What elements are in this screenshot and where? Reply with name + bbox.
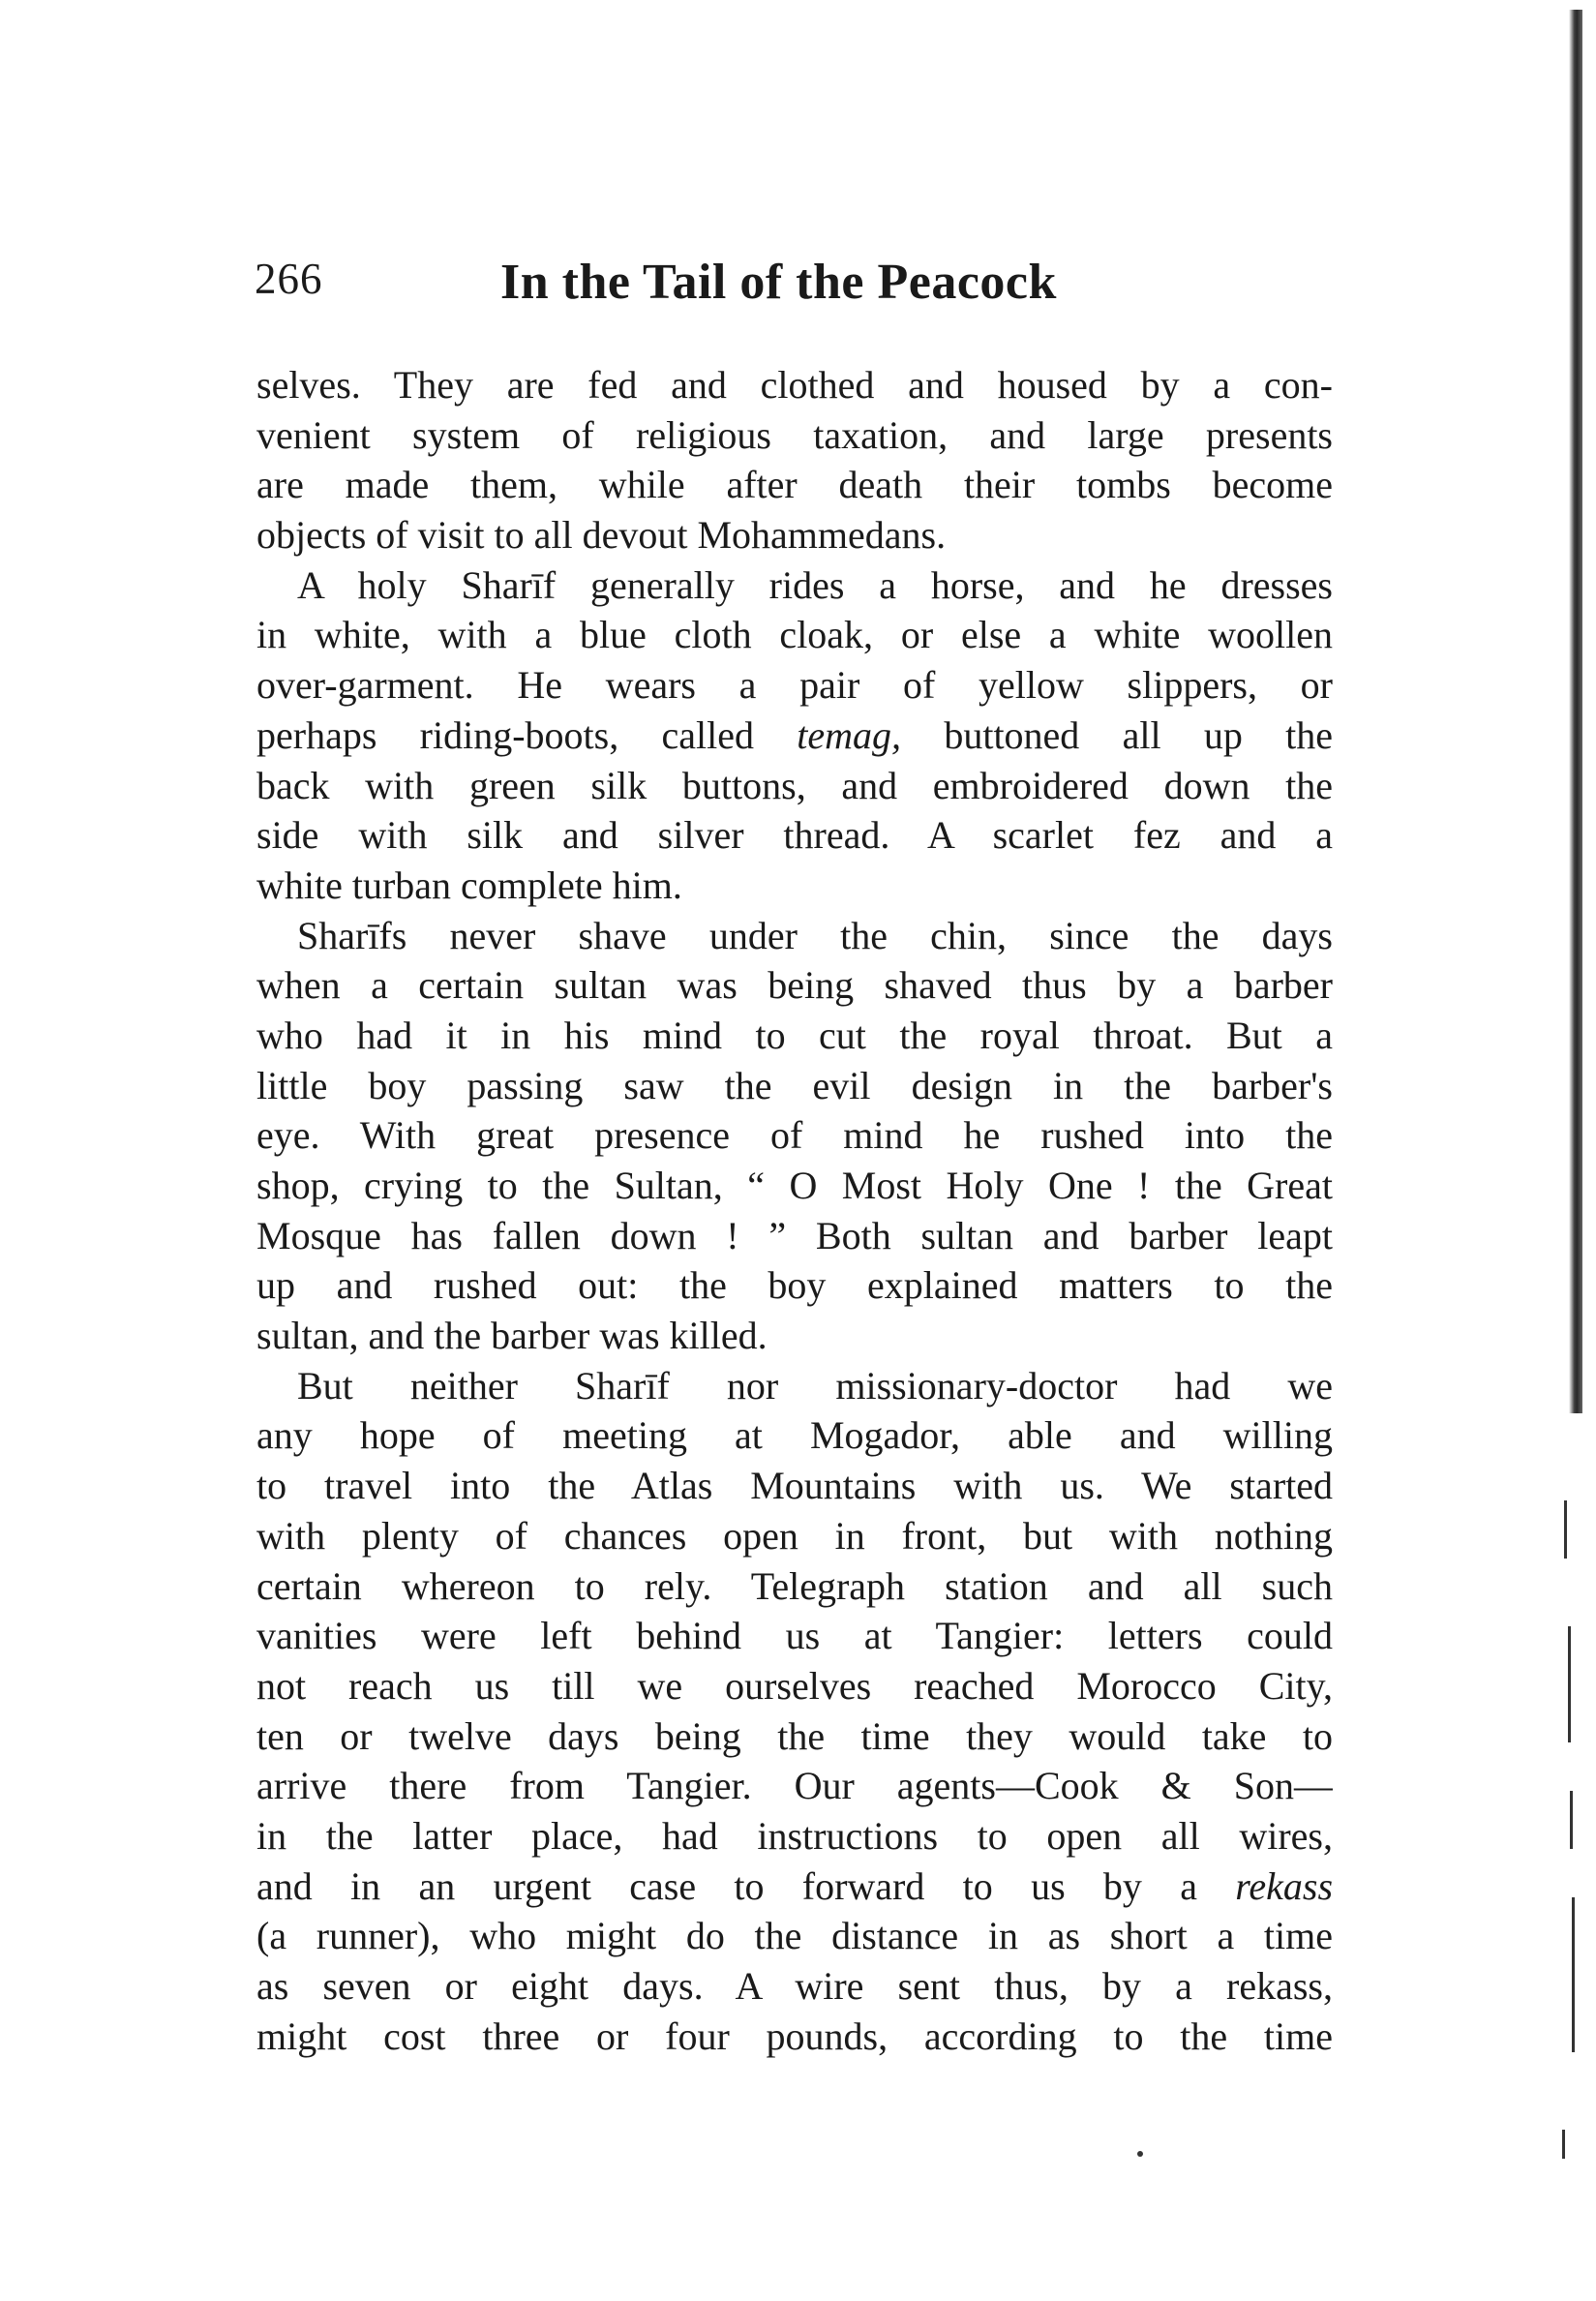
paragraph-4 (256, 1361, 1333, 2062)
paragraph-3 (256, 911, 1333, 1361)
body-text (256, 360, 1333, 2061)
running-title: In the Tail of the Peacock (500, 255, 1057, 310)
text-line: any hope of meeting at Mogador, able and willing (256, 1413, 1333, 1458)
text-line: selves. They are fed and clothed and housed by a con- (256, 363, 1333, 407)
text-line: venient system of religious taxation, and large presents (256, 412, 1333, 457)
text-line: in white, with a blue cloth cloak, or else a white woollen (256, 613, 1333, 657)
page-speck (1137, 2151, 1143, 2157)
text-line: arrive there from Tangier. Our agents—Cook & Son— (256, 1764, 1333, 1808)
text-line: white turban complete him. (256, 863, 682, 907)
text-line: little boy passing saw the evil design in the barber's (256, 1063, 1333, 1107)
text-line: vanities were left behind us at Tangier: letters could (256, 1614, 1333, 1658)
binding-mark (1564, 1500, 1567, 1559)
text-line: to travel into the Atlas Mountains with us. We started (256, 1464, 1333, 1508)
binding-edge (1569, 10, 1582, 1413)
text-line: eye. With great presence of mind he rushed into the (256, 1113, 1333, 1158)
text-line: Mosque has fallen down ! ” Both sultan and barber leapt (256, 1213, 1333, 1257)
text-line: might cost three or four pounds, according to the time (256, 2013, 1333, 2058)
text-line: over-garment. He wears a pair of yellow slippers, or (256, 663, 1333, 708)
text-line: when a certain sultan was being shaved thus by a barber (256, 963, 1333, 1008)
page-binding-shadow (1557, 0, 1596, 2301)
text-line: Sharīfs never shave under the chin, since the days (297, 913, 1333, 957)
text-line: back with green silk buttons, and embroidered down the (256, 763, 1333, 807)
text-line: certain whereon to rely. Telegraph station and all such (256, 1563, 1333, 1608)
text-line: not reach us till we ourselves reached Morocco City, (256, 1663, 1333, 1708)
page-number: 266 (255, 255, 323, 303)
binding-mark (1570, 1791, 1573, 1849)
binding-mark (1572, 1897, 1575, 2052)
text-line: are made them, while after death their tombs become (256, 463, 1333, 507)
italic-term: temag, (797, 712, 902, 757)
text-line: shop, crying to the Sultan, “ O Most Holy One ! the Great (256, 1164, 1333, 1207)
paragraph-2 (256, 560, 1333, 911)
text-line: in the latter place, had instructions to open all wires, (256, 1813, 1333, 1858)
binding-mark (1562, 2130, 1565, 2159)
text-line: sultan, and the barber was killed. (256, 1314, 768, 1358)
line-head: perhaps riding-boots, called (256, 712, 754, 757)
text-line: with plenty of chances open in front, but with nothing (256, 1513, 1333, 1558)
text-line: who had it in his mind to cut the royal throat. But a (256, 1013, 1333, 1057)
text-line: But neither Sharīf nor missionary-doctor had we (297, 1363, 1333, 1408)
text-line-with-italic (256, 1862, 1333, 1912)
binding-mark (1568, 1626, 1571, 1742)
text-line: (a runner), who might do the distance in as short a time (256, 1914, 1333, 1958)
line-tail: buttoned all up the (944, 712, 1333, 757)
line-head: and in an urgent case to forward to us by a (256, 1863, 1197, 1908)
running-header (255, 254, 1339, 331)
paragraph-1 (256, 360, 1333, 560)
text-line: up and rushed out: the boy explained matters to the (256, 1263, 1333, 1308)
text-line: side with silk and silver thread. A scarlet fez and a (256, 813, 1333, 858)
italic-term: rekass (1235, 1863, 1333, 1908)
text-line-with-italic (256, 711, 1333, 761)
text-line: as seven or eight days. A wire sent thus, by a rekass, (256, 1964, 1333, 2008)
text-line: ten or twelve days being the time they would take to (256, 1713, 1333, 1758)
text-line: objects of visit to all devout Mohammedans. (256, 513, 947, 558)
text-line: A holy Sharīf generally rides a horse, and he dresses (297, 562, 1333, 607)
